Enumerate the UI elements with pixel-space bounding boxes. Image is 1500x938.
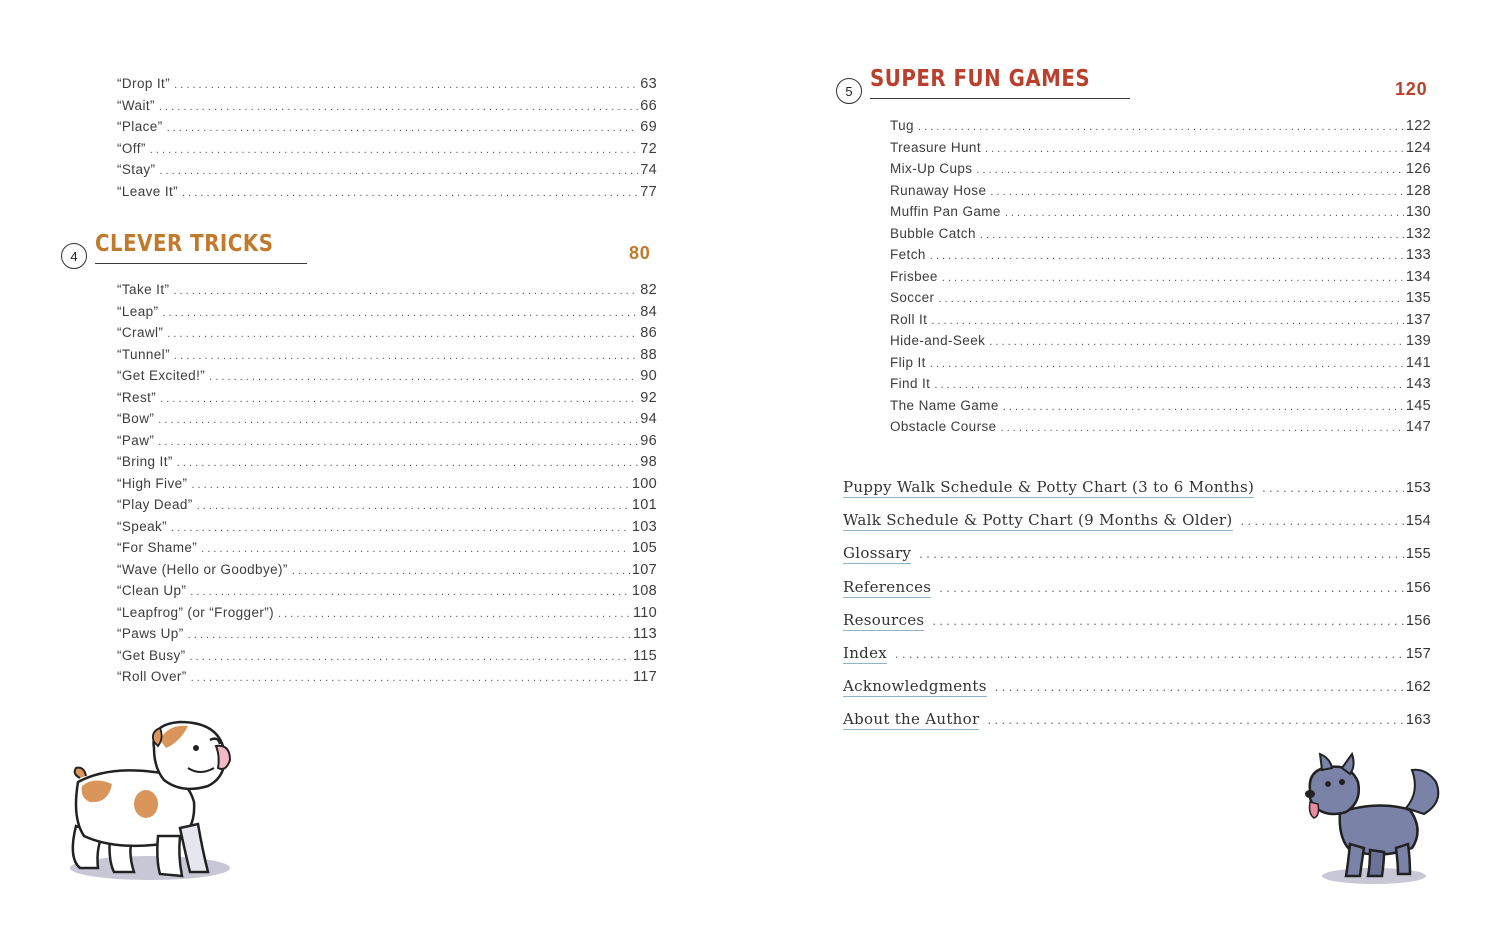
entry-page: 66 (640, 97, 657, 114)
bulldog-illustration (58, 718, 238, 886)
entry-label: “Crawl” (117, 325, 164, 340)
entry-label: “Off” (117, 140, 146, 156)
entry-label: “Tunnel” (117, 346, 170, 362)
entry-label: “Get Excited!” (117, 368, 206, 383)
left-top-entries (117, 76, 657, 205)
toc-entry[interactable] (117, 583, 657, 605)
leader-dots (159, 101, 638, 113)
entry-page: 143 (1405, 376, 1431, 392)
chapter-5-entries (890, 118, 1431, 441)
entry-label: “Wave (Hello or Goodbye)” (117, 561, 288, 577)
entry-label: Resources (843, 610, 925, 629)
entry-page: 113 (632, 626, 657, 642)
leader-dots (167, 328, 638, 340)
entry-page: 157 (1405, 645, 1431, 662)
entry-page: 110 (632, 604, 657, 621)
entry-page: 82 (640, 282, 657, 298)
toc-entry[interactable] (890, 140, 1431, 162)
entry-label: “Place” (117, 119, 163, 134)
toc-entry[interactable] (117, 497, 657, 519)
entry-page: 69 (640, 119, 657, 135)
entry-page: 63 (640, 76, 657, 92)
entry-label: “Get Busy” (117, 647, 186, 663)
leader-dots (989, 336, 1404, 348)
leader-dots (191, 479, 629, 491)
entry-page: 126 (1405, 161, 1431, 177)
toc-entry[interactable] (117, 626, 657, 648)
entry-page: 108 (631, 583, 657, 599)
entry-page: 90 (640, 368, 657, 384)
leader-dots (1005, 207, 1404, 219)
leader-dots (931, 315, 1404, 327)
entry-label: “Rest” (117, 389, 157, 405)
chapter-number-badge: 5 (836, 78, 862, 104)
leader-dots (938, 293, 1403, 305)
entry-page: 147 (1405, 419, 1431, 435)
entry-label: “Take It” (117, 282, 170, 297)
entry-page: 130 (1405, 204, 1431, 220)
leader-dots (190, 651, 631, 663)
entry-page: 107 (631, 561, 657, 578)
entry-page: 156 (1405, 612, 1431, 629)
leader-dots (278, 608, 631, 620)
terrier-illustration (1300, 752, 1448, 886)
leader-dots (174, 350, 638, 362)
leader-dots (990, 186, 1404, 198)
leader-dots (158, 414, 638, 426)
toc-entry[interactable] (890, 290, 1431, 312)
entry-label: Puppy Walk Schedule & Potty Chart (3 to 6 Months) (843, 478, 1255, 496)
toc-entry[interactable] (890, 333, 1431, 355)
entry-label: “Roll Over” (117, 669, 187, 684)
entry-page: 122 (1405, 118, 1431, 134)
entry-page: 92 (640, 389, 657, 406)
toc-entry[interactable] (117, 648, 657, 670)
entry-label: Mix-Up Cups (890, 161, 973, 176)
leader-dots (292, 565, 630, 577)
appendix-entry[interactable] (843, 578, 1431, 611)
chapter-title-underline (95, 231, 307, 264)
leader-dots (930, 250, 1404, 262)
appendix-entry[interactable] (843, 611, 1431, 644)
toc-entry[interactable] (117, 282, 657, 304)
leader-dots (930, 358, 1404, 370)
chapter-4-heading[interactable] (61, 231, 307, 269)
entry-label: Soccer (890, 290, 935, 305)
entry-label: Acknowledgments (843, 677, 987, 696)
entry-page: 98 (640, 454, 657, 470)
entry-label: Runaway Hose (890, 182, 987, 198)
leader-dots (918, 121, 1404, 133)
leader-dots (1241, 515, 1404, 528)
toc-entry[interactable] (890, 118, 1431, 140)
entry-label: Fetch (890, 247, 926, 262)
toc-entry[interactable] (890, 161, 1431, 183)
toc-entry[interactable] (117, 368, 657, 390)
leader-dots (1003, 401, 1404, 413)
entry-page: 139 (1405, 333, 1431, 349)
entry-page: 134 (1405, 268, 1431, 285)
entry-page: 94 (640, 411, 657, 427)
entry-label: Walk Schedule & Potty Chart (9 Months & Older) (843, 511, 1233, 530)
entry-page: 155 (1405, 546, 1431, 563)
toc-entry[interactable] (117, 98, 657, 120)
toc-entry[interactable] (117, 141, 657, 163)
leader-dots (159, 165, 638, 177)
entry-label: “Drop It” (117, 76, 171, 91)
entry-page: 103 (631, 518, 657, 535)
toc-entry[interactable] (890, 183, 1431, 205)
entry-label: “Bow” (117, 411, 155, 426)
entry-label: “Clean Up” (117, 583, 187, 598)
entry-page: 88 (640, 346, 657, 363)
leader-dots (932, 615, 1404, 628)
toc-entry[interactable] (117, 162, 657, 184)
leader-dots (1001, 422, 1404, 434)
toc-entry[interactable] (890, 247, 1431, 269)
entry-label: Bubble Catch (890, 225, 976, 241)
leader-dots (190, 586, 630, 598)
toc-entry[interactable] (117, 76, 657, 98)
leader-dots (942, 272, 1404, 284)
entry-page: 100 (631, 475, 657, 492)
leader-dots (174, 79, 638, 91)
toc-entry[interactable] (890, 419, 1431, 441)
toc-entry[interactable] (117, 669, 657, 691)
leader-dots (173, 285, 638, 297)
entry-label: “Stay” (117, 162, 156, 177)
entry-label: About the Author (843, 710, 980, 729)
entry-label: “Leapfrog” (or “Frogger”) (117, 604, 275, 620)
entry-label: “Bring It” (117, 454, 173, 469)
toc-entry[interactable] (890, 269, 1431, 291)
leader-dots (995, 681, 1404, 694)
toc-entry[interactable] (890, 398, 1431, 420)
entry-label: “Wait” (117, 97, 155, 113)
entry-label: “For Shame” (117, 540, 198, 555)
toc-entry[interactable] (117, 454, 657, 476)
entry-page: 86 (640, 325, 657, 341)
leader-dots (985, 143, 1404, 155)
entry-page: 137 (1405, 311, 1431, 328)
entry-page: 153 (1405, 480, 1431, 496)
appendix-entry[interactable] (843, 644, 1431, 677)
entry-label: “Leave It” (117, 183, 179, 199)
leader-dots (188, 629, 631, 641)
toc-entry[interactable] (890, 312, 1431, 334)
appendix-entry[interactable] (843, 544, 1431, 577)
appendix-entry[interactable] (843, 511, 1431, 544)
chapter-5-heading[interactable] (836, 66, 1130, 104)
entry-page: 117 (632, 669, 657, 685)
chapter-number-badge: 4 (61, 243, 87, 269)
appendix-entry[interactable] (843, 710, 1431, 743)
leader-dots (976, 164, 1403, 176)
toc-entry[interactable] (117, 119, 657, 141)
entry-page: 132 (1405, 225, 1431, 242)
entry-page: 163 (1405, 712, 1431, 729)
entry-page: 124 (1405, 139, 1431, 156)
toc-entry[interactable] (890, 204, 1431, 226)
leader-dots (177, 457, 639, 469)
entry-label: Find It (890, 376, 931, 391)
entry-label: “Paws Up” (117, 626, 184, 641)
leader-dots (987, 714, 1403, 727)
toc-entry[interactable] (117, 540, 657, 562)
entry-label: The Name Game (890, 397, 999, 413)
entry-label: Treasure Hunt (890, 139, 981, 155)
entry-label: “Play Dead” (117, 497, 193, 512)
toc-entry[interactable] (890, 376, 1431, 398)
entry-label: References (843, 577, 932, 596)
leader-dots (167, 122, 639, 134)
entry-label: Frisbee (890, 268, 938, 284)
entry-page: 77 (640, 183, 657, 200)
entry-page: 101 (631, 497, 657, 513)
entry-label: “Leap” (117, 303, 159, 319)
toc-entry[interactable] (117, 347, 657, 369)
leader-dots (160, 393, 638, 405)
toc-entry[interactable] (890, 355, 1431, 377)
leader-dots (158, 436, 638, 448)
entry-label: Obstacle Course (890, 419, 997, 434)
entry-label: “Paw” (117, 432, 155, 448)
toc-entry[interactable] (117, 411, 657, 433)
chapter-title: SUPER FUN GAMES (870, 66, 1091, 92)
leader-dots (182, 187, 638, 199)
leader-dots (939, 582, 1404, 595)
leader-dots (162, 307, 638, 319)
appendix-entry[interactable] (843, 677, 1431, 710)
entry-page: 128 (1405, 182, 1431, 199)
entry-label: Roll It (890, 311, 928, 327)
entry-page: 72 (640, 140, 657, 157)
leader-dots (209, 371, 638, 383)
entry-label: “High Five” (117, 475, 188, 491)
entry-page: 135 (1405, 290, 1431, 306)
entry-label: Glossary (843, 544, 912, 563)
entry-page: 156 (1405, 579, 1431, 596)
toc-entry[interactable] (117, 519, 657, 541)
leader-dots (171, 522, 630, 534)
entry-page: 115 (632, 647, 657, 664)
chapter-title: CLEVER TRICKS (95, 231, 274, 257)
entry-label: “Speak” (117, 518, 168, 534)
entry-page: 74 (640, 162, 657, 178)
entry-page: 162 (1405, 679, 1431, 696)
entry-label: Flip It (890, 354, 926, 370)
chapter-title-underline (870, 66, 1130, 99)
leader-dots (919, 548, 1404, 561)
entry-label: Hide-and-Seek (890, 333, 986, 348)
chapter-page-number: 80 (629, 243, 651, 263)
toc-entry[interactable] (117, 476, 657, 498)
toc-entry[interactable] (890, 226, 1431, 248)
leader-dots (201, 543, 630, 555)
leader-dots (150, 144, 639, 156)
toc-entry[interactable] (117, 390, 657, 412)
entry-page: 154 (1405, 513, 1431, 530)
leader-dots (934, 379, 1404, 391)
toc-entry[interactable] (117, 184, 657, 206)
entry-page: 105 (631, 540, 657, 556)
leader-dots (895, 648, 1404, 661)
toc-entry[interactable] (117, 433, 657, 455)
appendix-entries (843, 478, 1431, 744)
chapter-page-number: 120 (1395, 79, 1428, 99)
entry-page: 96 (640, 432, 657, 449)
leader-dots (980, 229, 1404, 241)
entry-page: 133 (1405, 247, 1431, 263)
entry-page: 145 (1405, 397, 1431, 414)
toc-entry[interactable] (117, 605, 657, 627)
entry-label: Index (843, 643, 888, 662)
leader-dots (1262, 482, 1404, 495)
entry-label: Tug (890, 118, 914, 133)
toc-entry[interactable] (117, 562, 657, 584)
entry-page: 84 (640, 303, 657, 320)
appendix-entry[interactable] (843, 478, 1431, 511)
toc-entry[interactable] (117, 304, 657, 326)
chapter-4-entries (117, 282, 657, 691)
entry-page: 141 (1405, 354, 1431, 371)
toc-entry[interactable] (117, 325, 657, 347)
leader-dots (197, 500, 630, 512)
leader-dots (191, 672, 631, 684)
entry-label: Muffin Pan Game (890, 204, 1001, 219)
